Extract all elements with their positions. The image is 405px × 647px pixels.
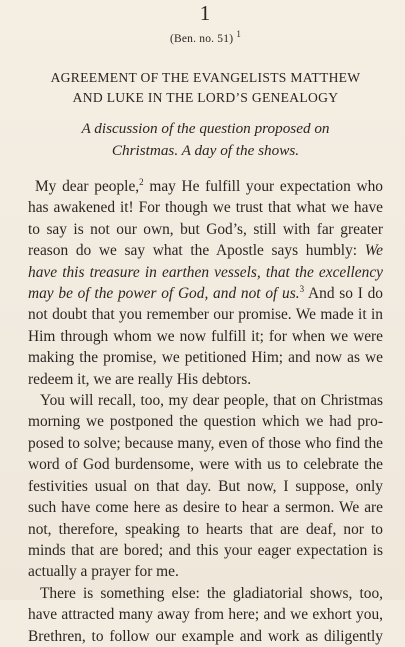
body-line: not doubt that you remember our promise. We made it in <box>28 306 383 324</box>
body-text-run: reason do we say what the Apostle says humbly: <box>28 242 358 260</box>
footnote-marker: 1 <box>236 29 242 40</box>
body-line: posed to solve; because many, even of those who find the <box>28 434 383 452</box>
body-line: Him through whom we now fulfill it; for when we were <box>28 327 383 345</box>
body-line: minds that are bored; and this your eager expectation is <box>28 541 383 559</box>
chapter-title <box>28 68 383 108</box>
body-line: There is something else: the gladiatorial shows, too, <box>40 584 383 602</box>
body-line: morning we postponed the question which we had pro- <box>28 413 383 431</box>
body-line: have attracted many away from here; and we exhort you, <box>28 606 383 624</box>
body-text-run: And so I do <box>308 285 384 303</box>
body-line: word of God burdensome, were with us to celebrate the <box>28 456 383 474</box>
body-text-run: My dear people, <box>35 178 140 195</box>
body-line: actually a prayer for me. <box>28 563 179 581</box>
body-line <box>28 176 383 197</box>
source-reference <box>28 29 383 46</box>
body-line: such have come here as desire to hear a sermon. We are <box>28 499 383 517</box>
scripture-quote: may be of the power of God, and not of us. <box>28 285 300 303</box>
sermon-body <box>28 176 383 647</box>
chapter-title-line: AGREEMENT OF THE EVANGELISTS MATTHEW <box>50 70 361 85</box>
chapter-subtitle-line: A discussion of the question proposed on <box>81 120 330 137</box>
body-line <box>28 240 383 261</box>
reference-text: (Ben. no. 51) <box>169 33 234 45</box>
scripture-quote: We <box>364 242 383 260</box>
scripture-quote: have this treasure in earthen vessels, that the excellency <box>28 263 383 281</box>
chapter-title-line: AND LUKE IN THE LORD’S GENEALOGY <box>72 90 339 105</box>
body-line: has awakened it! For though we trust that what we have <box>28 199 383 217</box>
body-line: making the promise, we petitioned Him; and now as we <box>28 349 383 367</box>
body-line: Brethren, to follow our example and work as diligently <box>28 627 383 645</box>
chapter-number: 1 <box>199 1 212 25</box>
chapter-subtitle-line: Christmas. A day of the shows. <box>111 142 300 159</box>
body-line: You will recall, too, my dear people, that on Christmas <box>40 392 383 410</box>
body-text-run: may He fulfill your expectation who <box>149 178 383 195</box>
chapter-subtitle <box>28 118 383 162</box>
footnote-marker: 2 <box>139 176 144 187</box>
body-line <box>28 283 383 304</box>
body-line: not, therefore, speaking to hearts that are deaf, nor to <box>28 520 383 538</box>
body-line: redeem it, we are really His debtors. <box>28 370 252 388</box>
body-line: festivities usual on that day. But now, I suppose, only <box>28 477 383 495</box>
footnote-marker: 3 <box>299 283 305 294</box>
body-line: to say is not our own, but God’s, still with far greater <box>28 220 383 238</box>
